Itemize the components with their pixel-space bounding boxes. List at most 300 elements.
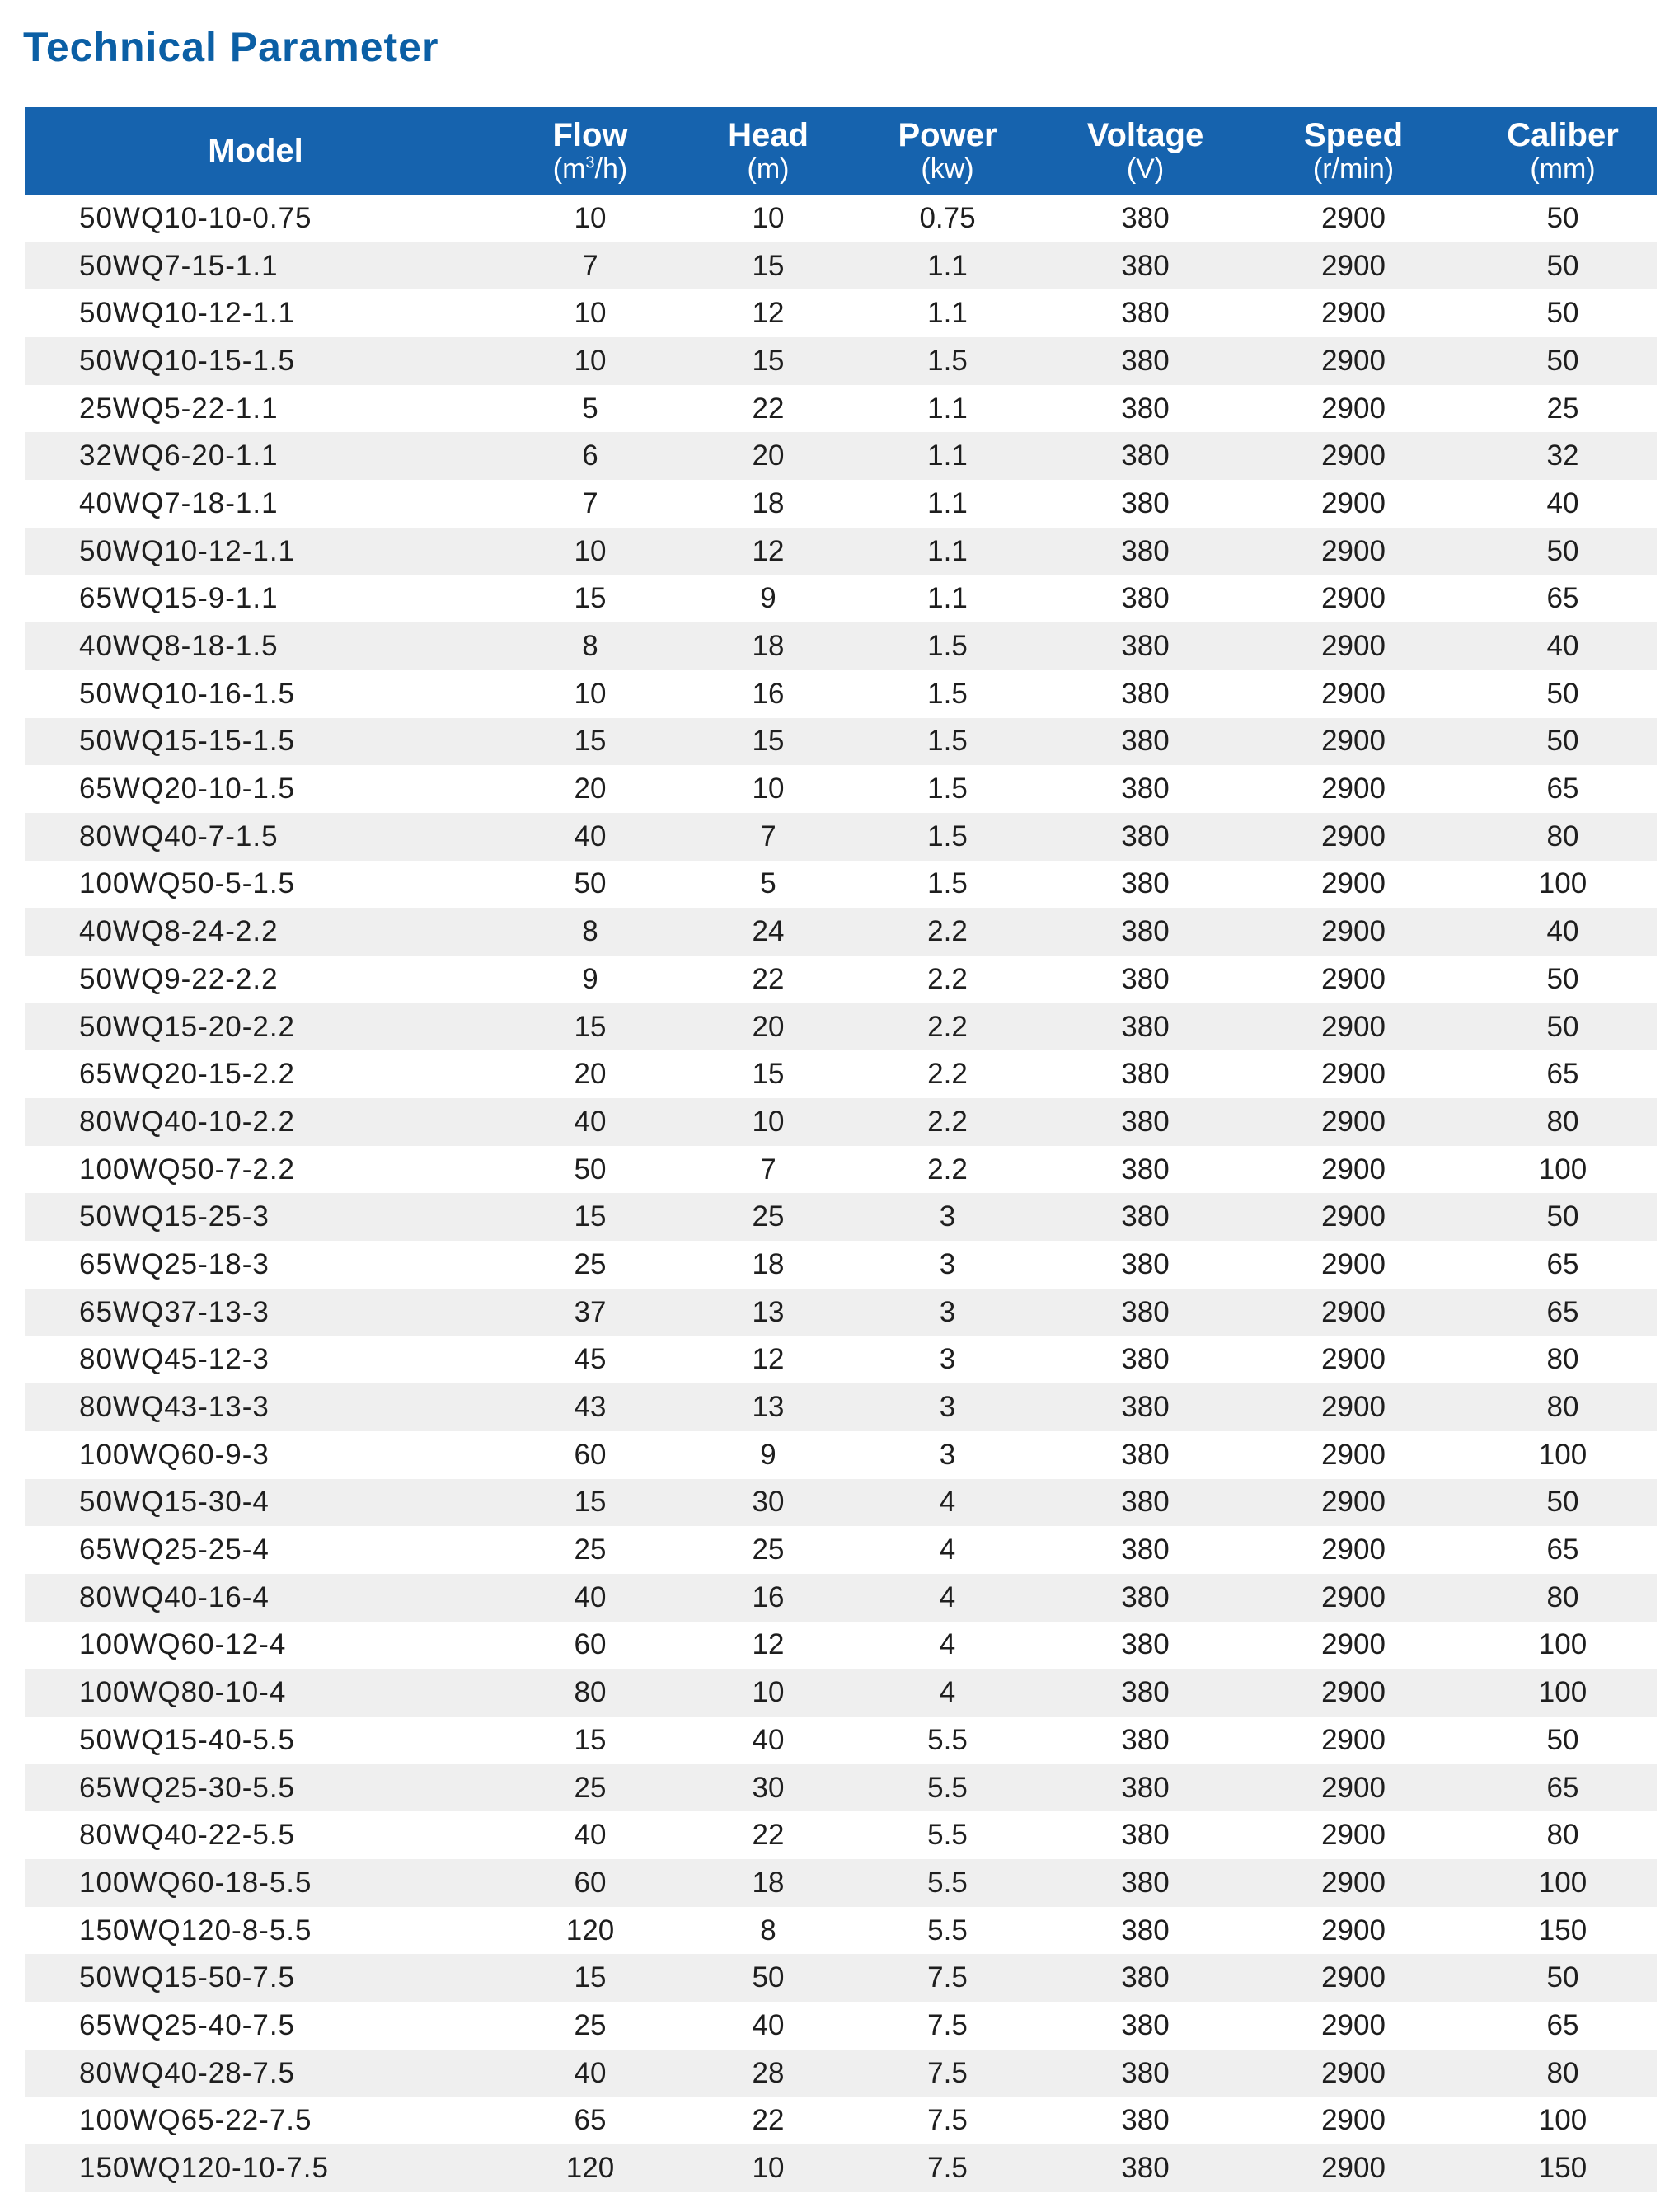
head-cell: 5 (760, 867, 776, 900)
model-cell: 80WQ40-28-7.5 (79, 2056, 296, 2089)
power-cell: 1.1 (927, 392, 968, 425)
flow-cell: 15 (574, 582, 607, 615)
table-row (25, 1574, 1657, 1622)
head-cell: 18 (752, 486, 785, 519)
table-row (25, 289, 1657, 337)
model-cell: 100WQ80-10-4 (79, 1676, 287, 1709)
speed-cell: 2900 (1321, 725, 1386, 758)
flow-cell: 10 (574, 534, 607, 567)
power-cell: 1.5 (927, 725, 968, 758)
power-cell: 4 (939, 1580, 956, 1613)
head-cell: 20 (752, 1010, 785, 1043)
voltage-cell: 380 (1121, 1247, 1170, 1280)
speed-cell: 2900 (1321, 1391, 1386, 1424)
power-cell: 0.75 (919, 201, 976, 234)
table-row (25, 1859, 1657, 1907)
flow-cell: 15 (574, 1723, 607, 1756)
speed-cell: 2900 (1321, 486, 1386, 519)
power-cell: 2.2 (927, 962, 968, 995)
power-cell: 5.5 (927, 1914, 968, 1947)
model-cell: 50WQ10-12-1.1 (79, 534, 296, 567)
head-cell: 15 (752, 344, 785, 377)
voltage-cell: 380 (1121, 1438, 1170, 1471)
speed-cell: 2900 (1321, 773, 1386, 805)
speed-cell: 2900 (1321, 392, 1386, 425)
model-cell: 65WQ25-25-4 (79, 1533, 270, 1566)
header-row (25, 107, 1657, 195)
technical-parameter-table (25, 107, 1657, 2192)
flow-cell: 60 (574, 1628, 607, 1661)
page-title: Technical Parameter (23, 24, 439, 70)
header-caliber-unit: (mm) (1530, 153, 1596, 185)
model-cell: 65WQ15-9-1.1 (79, 582, 279, 615)
caliber-cell: 100 (1538, 1153, 1588, 1186)
table-row (25, 2050, 1657, 2097)
table-row (25, 1241, 1657, 1289)
header-flow-name: Flow (552, 117, 628, 153)
voltage-cell: 380 (1121, 1533, 1170, 1566)
speed-cell: 2900 (1321, 201, 1386, 234)
power-cell: 5.5 (927, 1819, 968, 1852)
caliber-cell: 65 (1546, 773, 1579, 805)
head-cell: 7 (760, 820, 776, 852)
model-cell: 50WQ15-15-1.5 (79, 725, 296, 758)
table-row (25, 1050, 1657, 1098)
table-row (25, 195, 1657, 242)
head-cell: 30 (752, 1771, 785, 1804)
header-power-unit: (kw) (921, 153, 974, 185)
power-cell: 3 (939, 1247, 956, 1280)
flow-cell: 37 (574, 1295, 607, 1328)
table-row (25, 956, 1657, 1003)
model-cell: 50WQ10-12-1.1 (79, 297, 296, 330)
speed-cell: 2900 (1321, 677, 1386, 710)
voltage-cell: 380 (1121, 1200, 1170, 1233)
voltage-cell: 380 (1121, 773, 1170, 805)
speed-cell: 2900 (1321, 2056, 1386, 2089)
voltage-cell: 380 (1121, 2008, 1170, 2041)
model-cell: 50WQ15-40-5.5 (79, 1723, 296, 1756)
model-cell: 100WQ60-9-3 (79, 1438, 270, 1471)
power-cell: 4 (939, 1533, 956, 1566)
caliber-cell: 65 (1546, 1058, 1579, 1091)
head-cell: 18 (752, 1247, 785, 1280)
caliber-cell: 25 (1546, 392, 1579, 425)
header-voltage-unit: (V) (1126, 153, 1165, 185)
caliber-cell: 100 (1538, 1676, 1588, 1709)
power-cell: 3 (939, 1295, 956, 1328)
voltage-cell: 380 (1121, 962, 1170, 995)
flow-cell: 20 (574, 1058, 607, 1091)
model-cell: 150WQ120-10-7.5 (79, 2152, 329, 2185)
voltage-cell: 380 (1121, 630, 1170, 663)
voltage-cell: 380 (1121, 677, 1170, 710)
flow-cell: 120 (565, 1914, 615, 1947)
caliber-cell: 50 (1546, 1723, 1579, 1756)
flow-cell: 20 (574, 773, 607, 805)
caliber-cell: 40 (1546, 630, 1579, 663)
voltage-cell: 380 (1121, 1580, 1170, 1613)
speed-cell: 2900 (1321, 344, 1386, 377)
table-row (25, 1764, 1657, 1812)
head-cell: 18 (752, 630, 785, 663)
table-row (25, 908, 1657, 956)
table-row (25, 1289, 1657, 1336)
voltage-cell: 380 (1121, 1486, 1170, 1519)
caliber-cell: 40 (1546, 486, 1579, 519)
voltage-cell: 380 (1121, 867, 1170, 900)
speed-cell: 2900 (1321, 1771, 1386, 1804)
power-cell: 1.1 (927, 486, 968, 519)
power-cell: 2.2 (927, 1058, 968, 1091)
caliber-cell: 80 (1546, 1391, 1579, 1424)
table-row (25, 2002, 1657, 2050)
voltage-cell: 380 (1121, 2104, 1170, 2137)
model-cell: 65WQ20-10-1.5 (79, 773, 296, 805)
model-cell: 80WQ40-16-4 (79, 1580, 270, 1613)
speed-cell: 2900 (1321, 582, 1386, 615)
speed-cell: 2900 (1321, 1819, 1386, 1852)
voltage-cell: 380 (1121, 1914, 1170, 1947)
power-cell: 1.5 (927, 820, 968, 852)
caliber-cell: 50 (1546, 534, 1579, 567)
table-row (25, 242, 1657, 290)
header-head-unit: (m) (747, 153, 790, 185)
column-header-voltage (1053, 107, 1238, 195)
voltage-cell: 380 (1121, 1105, 1170, 1138)
voltage-cell: 380 (1121, 1343, 1170, 1376)
column-header-power (842, 107, 1053, 195)
flow-cell: 15 (574, 1200, 607, 1233)
caliber-cell: 100 (1538, 2104, 1588, 2137)
flow-cell: 40 (574, 1105, 607, 1138)
table-row (25, 1336, 1657, 1384)
model-cell: 65WQ25-30-5.5 (79, 1771, 296, 1804)
model-cell: 50WQ10-16-1.5 (79, 677, 296, 710)
speed-cell: 2900 (1321, 1247, 1386, 1280)
speed-cell: 2900 (1321, 867, 1386, 900)
voltage-cell: 380 (1121, 820, 1170, 852)
column-header-flow (486, 107, 694, 195)
model-cell: 65WQ25-40-7.5 (79, 2008, 296, 2041)
table-row (25, 1622, 1657, 1670)
power-cell: 1.1 (927, 297, 968, 330)
power-cell: 2.2 (927, 915, 968, 948)
head-cell: 16 (752, 677, 785, 710)
speed-cell: 2900 (1321, 1580, 1386, 1613)
model-cell: 65WQ20-15-2.2 (79, 1058, 296, 1091)
caliber-cell: 50 (1546, 249, 1579, 282)
power-cell: 5.5 (927, 1771, 968, 1804)
model-cell: 50WQ10-10-0.75 (79, 201, 312, 234)
caliber-cell: 150 (1538, 1914, 1588, 1947)
model-cell: 50WQ9-22-2.2 (79, 962, 279, 995)
speed-cell: 2900 (1321, 820, 1386, 852)
table-row (25, 1431, 1657, 1479)
header-model-name: Model (208, 133, 303, 169)
table-row (25, 1526, 1657, 1574)
voltage-cell: 380 (1121, 725, 1170, 758)
head-cell: 8 (760, 1914, 776, 1947)
flow-cell: 50 (574, 867, 607, 900)
caliber-cell: 50 (1546, 677, 1579, 710)
head-cell: 50 (752, 1961, 785, 1994)
power-cell: 1.1 (927, 534, 968, 567)
speed-cell: 2900 (1321, 1486, 1386, 1519)
model-cell: 100WQ50-5-1.5 (79, 867, 296, 900)
voltage-cell: 380 (1121, 1391, 1170, 1424)
caliber-cell: 80 (1546, 1580, 1579, 1613)
table-row (25, 1669, 1657, 1717)
head-cell: 10 (752, 201, 785, 234)
voltage-cell: 380 (1121, 392, 1170, 425)
caliber-cell: 65 (1546, 1295, 1579, 1328)
model-cell: 40WQ7-18-1.1 (79, 486, 279, 519)
table-row (25, 432, 1657, 480)
model-cell: 80WQ40-22-5.5 (79, 1819, 296, 1852)
caliber-cell: 100 (1538, 1438, 1588, 1471)
power-cell: 4 (939, 1628, 956, 1661)
speed-cell: 2900 (1321, 1343, 1386, 1376)
model-cell: 100WQ60-18-5.5 (79, 1866, 312, 1899)
power-cell: 4 (939, 1676, 956, 1709)
speed-cell: 2900 (1321, 1010, 1386, 1043)
caliber-cell: 32 (1546, 439, 1579, 472)
voltage-cell: 380 (1121, 534, 1170, 567)
flow-cell: 60 (574, 1866, 607, 1899)
caliber-cell: 80 (1546, 820, 1579, 852)
power-cell: 1.5 (927, 677, 968, 710)
speed-cell: 2900 (1321, 1295, 1386, 1328)
model-cell: 100WQ65-22-7.5 (79, 2104, 312, 2137)
power-cell: 7.5 (927, 2152, 968, 2185)
model-cell: 80WQ40-10-2.2 (79, 1105, 296, 1138)
flow-cell: 7 (582, 486, 598, 519)
table-row (25, 2097, 1657, 2145)
power-cell: 1.1 (927, 582, 968, 615)
model-cell: 50WQ15-25-3 (79, 1200, 270, 1233)
caliber-cell: 50 (1546, 1961, 1579, 1994)
caliber-cell: 50 (1546, 1010, 1579, 1043)
table-row (25, 1098, 1657, 1146)
speed-cell: 2900 (1321, 2152, 1386, 2185)
power-cell: 7.5 (927, 1961, 968, 1994)
header-flow-unit (486, 153, 694, 185)
power-cell: 3 (939, 1343, 956, 1376)
header-caliber-name: Caliber (1507, 117, 1619, 153)
model-cell: 32WQ6-20-1.1 (79, 439, 279, 472)
head-cell: 10 (752, 1676, 785, 1709)
flow-cell: 10 (574, 297, 607, 330)
speed-cell: 2900 (1321, 630, 1386, 663)
model-cell: 150WQ120-8-5.5 (79, 1914, 312, 1947)
flow-cell: 5 (582, 392, 598, 425)
voltage-cell: 380 (1121, 2056, 1170, 2089)
voltage-cell: 380 (1121, 486, 1170, 519)
table-row (25, 861, 1657, 909)
voltage-cell: 380 (1121, 1723, 1170, 1756)
flow-cell: 10 (574, 344, 607, 377)
head-cell: 24 (752, 915, 785, 948)
caliber-cell: 40 (1546, 915, 1579, 948)
model-cell: 40WQ8-24-2.2 (79, 915, 279, 948)
column-header-head (694, 107, 842, 195)
flow-cell: 15 (574, 725, 607, 758)
voltage-cell: 380 (1121, 1961, 1170, 1994)
head-cell: 9 (760, 582, 776, 615)
header-power-name: Power (898, 117, 997, 153)
flow-cell: 40 (574, 820, 607, 852)
speed-cell: 2900 (1321, 249, 1386, 282)
head-cell: 12 (752, 534, 785, 567)
head-cell: 15 (752, 1058, 785, 1091)
caliber-cell: 80 (1546, 1343, 1579, 1376)
speed-cell: 2900 (1321, 1866, 1386, 1899)
caliber-cell: 100 (1538, 867, 1588, 900)
table-row (25, 385, 1657, 433)
speed-cell: 2900 (1321, 1676, 1386, 1709)
column-header-model (25, 107, 486, 195)
voltage-cell: 380 (1121, 1866, 1170, 1899)
caliber-cell: 50 (1546, 344, 1579, 377)
speed-cell: 2900 (1321, 439, 1386, 472)
flow-cell: 15 (574, 1010, 607, 1043)
speed-cell: 2900 (1321, 1058, 1386, 1091)
speed-cell: 2900 (1321, 1105, 1386, 1138)
head-cell: 7 (760, 1153, 776, 1186)
table-header (25, 107, 1657, 195)
voltage-cell: 380 (1121, 297, 1170, 330)
model-cell: 50WQ15-20-2.2 (79, 1010, 296, 1043)
header-flow-unit-pre: (m (552, 153, 586, 185)
head-cell: 22 (752, 2104, 785, 2137)
speed-cell: 2900 (1321, 534, 1386, 567)
header-voltage-name: Voltage (1086, 117, 1204, 153)
flow-cell: 25 (574, 2008, 607, 2041)
model-cell: 50WQ15-50-7.5 (79, 1961, 296, 1994)
head-cell: 12 (752, 297, 785, 330)
power-cell: 5.5 (927, 1723, 968, 1756)
model-cell: 80WQ45-12-3 (79, 1343, 270, 1376)
header-speed-unit: (r/min) (1312, 153, 1395, 185)
voltage-cell: 380 (1121, 439, 1170, 472)
flow-cell: 25 (574, 1247, 607, 1280)
power-cell: 7.5 (927, 2008, 968, 2041)
head-cell: 25 (752, 1533, 785, 1566)
caliber-cell: 65 (1546, 1533, 1579, 1566)
speed-cell: 2900 (1321, 1628, 1386, 1661)
power-cell: 7.5 (927, 2056, 968, 2089)
caliber-cell: 80 (1546, 1105, 1579, 1138)
speed-cell: 2900 (1321, 962, 1386, 995)
head-cell: 15 (752, 249, 785, 282)
head-cell: 22 (752, 962, 785, 995)
table-row (25, 1003, 1657, 1051)
caliber-cell: 50 (1546, 962, 1579, 995)
flow-cell: 8 (582, 915, 598, 948)
table-row (25, 813, 1657, 861)
head-cell: 40 (752, 2008, 785, 2041)
table-row (25, 1146, 1657, 1194)
flow-cell: 65 (574, 2104, 607, 2137)
voltage-cell: 380 (1121, 249, 1170, 282)
head-cell: 15 (752, 725, 785, 758)
table-body (25, 195, 1657, 2192)
caliber-cell: 65 (1546, 582, 1579, 615)
voltage-cell: 380 (1121, 915, 1170, 948)
model-cell: 65WQ37-13-3 (79, 1295, 270, 1328)
voltage-cell: 380 (1121, 1153, 1170, 1186)
caliber-cell: 50 (1546, 1200, 1579, 1233)
model-cell: 40WQ8-18-1.5 (79, 630, 279, 663)
table-row (25, 718, 1657, 766)
flow-cell: 40 (574, 1819, 607, 1852)
power-cell: 3 (939, 1200, 956, 1233)
flow-cell: 60 (574, 1438, 607, 1471)
flow-cell: 9 (582, 962, 598, 995)
speed-cell: 2900 (1321, 1200, 1386, 1233)
head-cell: 16 (752, 1580, 785, 1613)
voltage-cell: 380 (1121, 1010, 1170, 1043)
caliber-cell: 65 (1546, 1247, 1579, 1280)
voltage-cell: 380 (1121, 1819, 1170, 1852)
power-cell: 4 (939, 1486, 956, 1519)
flow-cell: 43 (574, 1391, 607, 1424)
speed-cell: 2900 (1321, 1723, 1386, 1756)
head-cell: 10 (752, 773, 785, 805)
caliber-cell: 100 (1538, 1866, 1588, 1899)
head-cell: 13 (752, 1295, 785, 1328)
table-row (25, 528, 1657, 575)
power-cell: 1.1 (927, 439, 968, 472)
flow-cell: 25 (574, 1771, 607, 1804)
table-row (25, 1907, 1657, 1955)
head-cell: 10 (752, 1105, 785, 1138)
table-row (25, 622, 1657, 670)
flow-cell: 40 (574, 2056, 607, 2089)
power-cell: 7.5 (927, 2104, 968, 2137)
speed-cell: 2900 (1321, 1961, 1386, 1994)
power-cell: 3 (939, 1438, 956, 1471)
flow-cell: 8 (582, 630, 598, 663)
speed-cell: 2900 (1321, 1153, 1386, 1186)
column-header-caliber (1469, 107, 1657, 195)
head-cell: 12 (752, 1343, 785, 1376)
model-cell: 50WQ10-15-1.5 (79, 344, 296, 377)
table-row (25, 337, 1657, 385)
head-cell: 22 (752, 1819, 785, 1852)
speed-cell: 2900 (1321, 1914, 1386, 1947)
head-cell: 10 (752, 2152, 785, 2185)
flow-cell: 15 (574, 1486, 607, 1519)
caliber-cell: 50 (1546, 725, 1579, 758)
power-cell: 5.5 (927, 1866, 968, 1899)
caliber-cell: 50 (1546, 297, 1579, 330)
header-head-name: Head (728, 117, 809, 153)
voltage-cell: 380 (1121, 1676, 1170, 1709)
power-cell: 1.5 (927, 867, 968, 900)
head-cell: 18 (752, 1866, 785, 1899)
voltage-cell: 380 (1121, 201, 1170, 234)
table-row (25, 1811, 1657, 1859)
flow-cell: 40 (574, 1580, 607, 1613)
speed-cell: 2900 (1321, 1533, 1386, 1566)
table-row (25, 670, 1657, 718)
power-cell: 2.2 (927, 1105, 968, 1138)
table-row (25, 1193, 1657, 1241)
voltage-cell: 380 (1121, 1771, 1170, 1804)
speed-cell: 2900 (1321, 1438, 1386, 1471)
